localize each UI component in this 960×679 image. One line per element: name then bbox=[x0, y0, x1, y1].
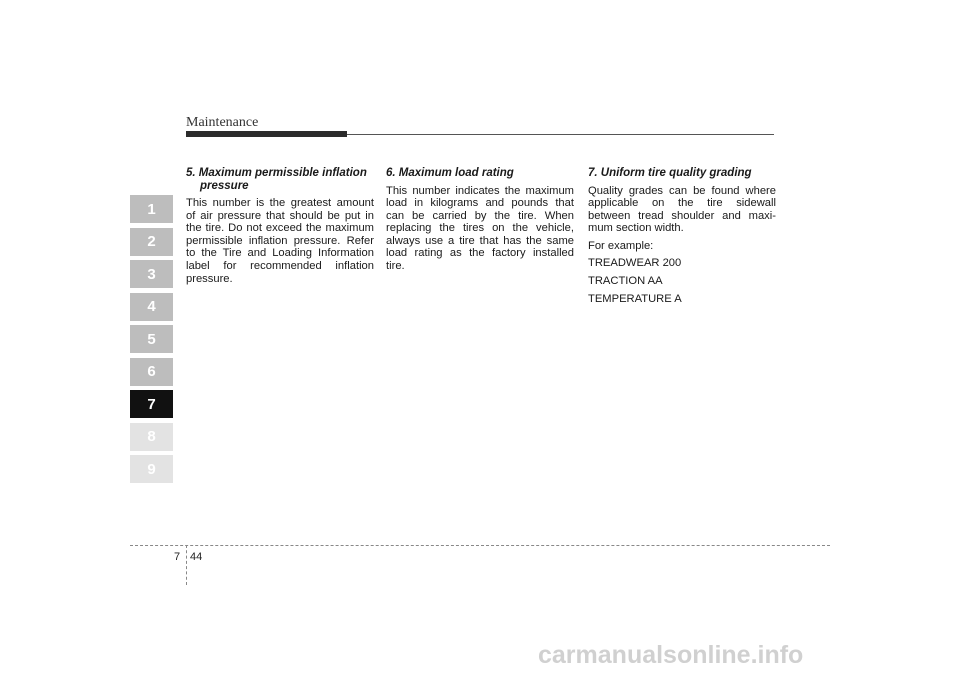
chapter-tab-8[interactable]: 8 bbox=[130, 423, 173, 451]
column-max-load-rating bbox=[386, 167, 574, 273]
heading-uniform-tire-quality-grading: 7. Uniform tire quality grading bbox=[588, 167, 752, 179]
column-max-inflation-pressure bbox=[186, 167, 374, 285]
example-treadwear: TREADWEAR 200 bbox=[588, 257, 682, 270]
example-label: For example: bbox=[588, 239, 654, 252]
heading-max-inflation-pressure bbox=[186, 167, 374, 192]
chapter-tab-1[interactable]: 1 bbox=[130, 195, 173, 223]
chapter-tab-7[interactable]: 7 bbox=[130, 390, 173, 418]
column-uniform-tire-quality-grading bbox=[588, 167, 776, 305]
body-text: This number indicates the maximum load in kilograms and pounds that can be carried by the tire. When replacing the tires on the vehicle, always use a tire that has the same load rating as the factory installed tire. bbox=[386, 184, 574, 273]
page-chapter-number: 7 bbox=[174, 551, 181, 563]
chapter-tab-3[interactable]: 3 bbox=[130, 260, 173, 288]
page-number: 44 bbox=[190, 551, 203, 563]
example-traction: TRACTION AA bbox=[588, 275, 663, 288]
footer-rule bbox=[130, 545, 830, 546]
heading-line-2: pressure bbox=[200, 179, 249, 192]
chapter-tab-2[interactable]: 2 bbox=[130, 228, 173, 256]
watermark: carmanualsonline.info bbox=[538, 641, 804, 669]
chapter-tabs bbox=[130, 195, 173, 488]
chapter-tab-9[interactable]: 9 bbox=[130, 455, 173, 483]
body-text: Quality grades can be found where applicable on the tire sidewall between tread shoulder and maxi-mum section width. bbox=[588, 184, 776, 235]
chapter-tab-5[interactable]: 5 bbox=[130, 325, 173, 353]
chapter-tab-4[interactable]: 4 bbox=[130, 293, 173, 321]
header-bar bbox=[186, 131, 347, 137]
section-title: Maintenance bbox=[186, 115, 259, 130]
heading-line-1: 5. Maximum permissible inflation bbox=[186, 167, 367, 179]
chapter-tab-6[interactable]: 6 bbox=[130, 358, 173, 386]
heading-max-load-rating: 6. Maximum load rating bbox=[386, 167, 514, 179]
footer-divider bbox=[186, 545, 187, 585]
example-temperature: TEMPERATURE A bbox=[588, 292, 682, 305]
body-text: This number is the greatest amount of air pressure that should be put in the tire. Do not exceed the maximum permissible inflation pressure. Refer to the Tire and Loading Information label for recommended inflation pressure. bbox=[186, 197, 374, 285]
